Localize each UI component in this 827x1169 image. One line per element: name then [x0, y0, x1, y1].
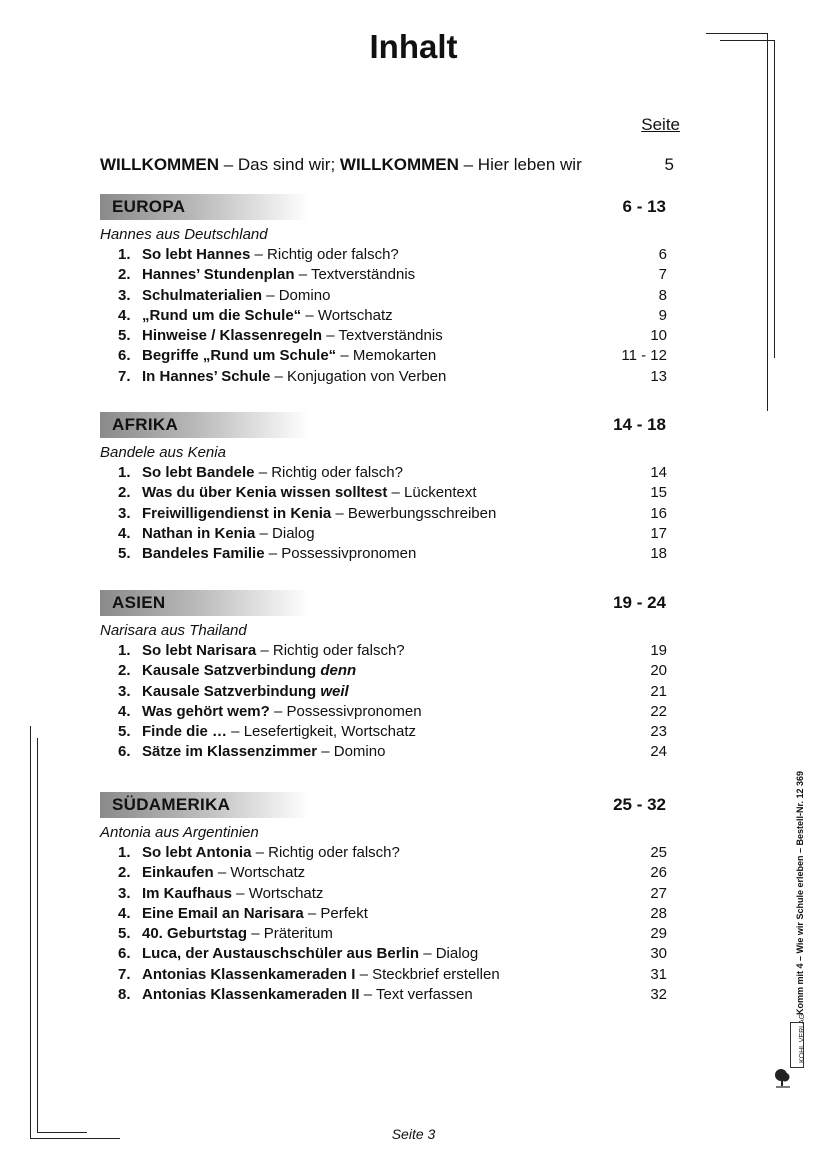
section-afrika [0, 412, 827, 565]
toc-entry [0, 307, 827, 327]
toc-entry-page: 14 [650, 464, 667, 481]
toc-entry-bold-italic: weil [320, 682, 349, 700]
toc-entry-title [142, 246, 399, 263]
toc-entry-number: 5. [118, 545, 131, 563]
frame-top-right-h1 [706, 33, 768, 34]
toc-entry-title [142, 723, 416, 740]
section-name: AFRIKA [112, 415, 179, 434]
welcome-text-2: – Hier leben wir [458, 155, 582, 174]
toc-entry [0, 327, 827, 347]
toc-entry-bold: Nathan in Kenia [142, 524, 256, 542]
toc-entry-number: 4. [118, 524, 131, 542]
toc-entry-page: 25 [650, 844, 667, 861]
toc-entry-number: 1. [118, 464, 131, 481]
toc-entry-page: 23 [650, 723, 667, 741]
toc-entry-bold: Was du über Kenia wissen solltest [142, 484, 388, 502]
toc-entry-bold: In Hannes’ Schule [142, 367, 271, 385]
section-europa [0, 194, 827, 388]
section-page-range: 14 - 18 [613, 415, 666, 434]
toc-entry-title [142, 986, 473, 1003]
toc-entry-bold: So lebt Antonia [142, 844, 252, 861]
toc-entry-title [142, 327, 443, 344]
toc-entry-number: 6. [118, 743, 131, 761]
toc-entry [0, 505, 827, 525]
toc-entry [0, 266, 827, 286]
toc-entry-page: 27 [650, 884, 667, 902]
toc-entry-rest: – Possessivpronomen [264, 545, 417, 563]
toc-entry-number: 8. [118, 986, 131, 1004]
toc-entry-bold: Bandeles Familie [142, 545, 265, 563]
toc-entry-number: 3. [118, 504, 131, 522]
section-asien [0, 590, 827, 764]
section-header [0, 412, 827, 438]
toc-entry-number: 1. [118, 246, 131, 263]
welcome-page: 5 [664, 155, 674, 174]
toc-entry-title [142, 307, 393, 324]
page-title: Inhalt [369, 28, 458, 65]
toc-entry [0, 945, 827, 965]
toc-entry-title [142, 642, 405, 659]
toc-entry-title [142, 683, 349, 700]
toc-entry-title [142, 484, 477, 501]
toc-entry-number: 5. [118, 925, 131, 943]
toc-entry-page: 21 [650, 682, 667, 700]
welcome-text-1: – Das sind wir; [218, 155, 340, 174]
toc-entry-title [142, 347, 436, 364]
toc-entry [0, 545, 827, 565]
section-subtitle: Hannes aus Deutschland [100, 226, 268, 243]
toc-entry-bold: Eine Email an Narisara [142, 904, 304, 922]
toc-entry-page: 32 [650, 986, 667, 1004]
frame-top-right-h2 [720, 40, 774, 41]
welcome-entry [100, 155, 674, 175]
toc-entry [0, 844, 827, 864]
toc-entry-page: 28 [650, 904, 667, 922]
toc-entry [0, 683, 827, 703]
toc-entry-title [142, 368, 446, 385]
toc-entry-number: 4. [118, 702, 131, 720]
toc-entry-bold: Finde die … [142, 723, 228, 741]
toc-entry-number: 7. [118, 965, 131, 983]
toc-entry [0, 368, 827, 388]
toc-entry-bold: Luca, der Austauschschüler aus Berlin [142, 945, 420, 963]
toc-entry [0, 287, 827, 307]
toc-entry-page: 16 [650, 504, 667, 522]
toc-entry [0, 925, 827, 945]
toc-entry-page: 13 [650, 367, 667, 385]
toc-entry-title [142, 545, 416, 562]
toc-entry [0, 905, 827, 925]
page-column-header: Seite [641, 115, 680, 134]
toc-entry-bold: Was gehört wem? [142, 702, 270, 720]
toc-entry-page: 17 [650, 524, 667, 542]
toc-entry-page: 8 [658, 286, 667, 304]
toc-entry-rest: – Wortschatz [213, 864, 306, 882]
toc-entry-rest: – Textverständnis [294, 266, 416, 284]
toc-entry-number: 3. [118, 286, 131, 304]
toc-entry-rest: – Textverständnis [322, 327, 443, 345]
toc-entry-rest: – Richtig oder falsch? [251, 844, 400, 861]
toc-entry-number: 3. [118, 682, 131, 700]
toc-entry-rest: – Domino [317, 743, 386, 761]
toc-entry-rest: – Lückentext [387, 484, 477, 502]
toc-entry-rest: – Wortschatz [301, 306, 393, 324]
toc-entry-title [142, 287, 330, 304]
toc-entry-number: 2. [118, 484, 131, 502]
toc-entry-title [142, 464, 403, 481]
toc-entry-bold: Kausale Satzverbindung [142, 662, 321, 680]
toc-entry-bold: So lebt Narisara [142, 642, 257, 659]
toc-entry [0, 723, 827, 743]
section-name: EUROPA [112, 197, 186, 216]
welcome-bold-2: WILLKOMMEN [339, 155, 459, 174]
section-name: ASIEN [112, 593, 166, 612]
toc-entry-page: 18 [650, 545, 667, 563]
toc-entry-number: 4. [118, 306, 131, 324]
section-header [0, 792, 827, 818]
welcome-label [100, 155, 582, 175]
toc-entry [0, 986, 827, 1006]
section-page-range: 6 - 13 [622, 197, 666, 216]
section-subtitle: Bandele aus Kenia [100, 444, 226, 461]
toc-entry-title [142, 743, 385, 760]
toc-entry-page: 24 [650, 743, 667, 761]
toc-entry-page: 10 [650, 327, 667, 345]
toc-entry [0, 464, 827, 484]
toc-entry-page: 11 - 12 [621, 347, 667, 365]
toc-entry [0, 642, 827, 662]
toc-entry-rest: – Richtig oder falsch? [250, 246, 399, 263]
toc-entry [0, 484, 827, 504]
toc-entry-rest: – Wortschatz [232, 884, 324, 902]
section-page-range: 25 - 32 [613, 795, 666, 814]
toc-entry-page: 20 [650, 662, 667, 680]
tree-logo-icon [772, 1067, 792, 1089]
toc-entry-rest: – Konjugation von Verben [270, 367, 447, 385]
toc-entry-number: 2. [118, 864, 131, 882]
toc-entry-bold: Begriffe „Rund um Schule“ [142, 347, 337, 365]
toc-entry-title [142, 925, 333, 942]
toc-entry-rest: – Possessivpronomen [269, 702, 422, 720]
section-subtitle: Narisara aus Thailand [100, 622, 247, 639]
toc-entry-rest: – Memokarten [336, 347, 437, 365]
toc-entry-rest: – Text verfassen [359, 986, 473, 1004]
toc-entry-bold: Kausale Satzverbindung [142, 682, 321, 700]
page-footer: Seite 3 [391, 1126, 436, 1142]
toc-entry [0, 246, 827, 266]
toc-entry-number: 7. [118, 367, 131, 385]
toc-entry-title [142, 266, 415, 283]
toc-entry-rest: – Richtig oder falsch? [254, 464, 403, 481]
toc-entry [0, 347, 827, 367]
toc-entry-bold: Antonias Klassenkameraden II [142, 986, 360, 1004]
toc-entry-number: 1. [118, 642, 131, 659]
toc-entry-number: 2. [118, 662, 131, 680]
toc-entry-rest: – Dialog [419, 945, 479, 963]
toc-entry-title [142, 966, 500, 983]
toc-entry-rest: – Bewerbungsschreiben [331, 504, 497, 522]
section-header [0, 194, 827, 220]
toc-entry-rest: – Steckbrief erstellen [355, 965, 500, 983]
toc-entry-rest: – Dialog [255, 524, 315, 542]
welcome-bold-1: WILLKOMMEN [100, 155, 219, 174]
toc-entry-page: 31 [650, 965, 667, 983]
toc-entry-number: 2. [118, 266, 131, 284]
toc-entry-bold-italic: denn [320, 662, 357, 680]
toc-entry-bold: Freiwilligendienst in Kenia [142, 504, 332, 522]
toc-entry-rest: – Domino [262, 286, 331, 304]
toc-entry-rest: – Lesefertigkeit, Wortschatz [227, 723, 416, 741]
toc-entry-number: 5. [118, 723, 131, 741]
toc-entry-page: 7 [658, 266, 667, 284]
toc-entry-title [142, 905, 368, 922]
toc-entry-number: 1. [118, 844, 131, 861]
toc-entry-title [142, 525, 315, 542]
toc-entry-rest: – Präteritum [247, 925, 333, 943]
toc-entry-title [142, 885, 323, 902]
publisher-logo-text: KOHL VERLAG [799, 1013, 806, 1063]
toc-entry [0, 885, 827, 905]
toc-entry-page: 26 [650, 864, 667, 882]
toc-entry-page: 22 [650, 702, 667, 720]
side-order-info: Komm mit 4 – Wie wir Schule erleben – Bestell-Nr. 12 369 [795, 770, 805, 1015]
toc-entry-number: 6. [118, 945, 131, 963]
toc-entry-title [142, 505, 496, 522]
toc-entry [0, 966, 827, 986]
toc-entry-page: 19 [650, 642, 667, 659]
toc-entry [0, 525, 827, 545]
toc-entry-title [142, 662, 356, 679]
toc-entry-rest: – Richtig oder falsch? [256, 642, 405, 659]
toc-entry-bold: 40. Geburtstag [142, 925, 248, 943]
toc-entry [0, 864, 827, 884]
section-page-range: 19 - 24 [613, 593, 666, 612]
section-subtitle: Antonia aus Argentinien [100, 824, 259, 841]
toc-entry-bold: Sätze im Klassenzimmer [142, 743, 318, 761]
toc-entry-bold: Schulmaterialien [142, 286, 263, 304]
toc-entry-title [142, 864, 305, 881]
toc-entry-number: 6. [118, 347, 131, 365]
toc-entry-title [142, 703, 422, 720]
toc-entry-page: 15 [650, 484, 667, 502]
toc-entry-bold: „Rund um die Schule“ [142, 306, 302, 324]
toc-entry-bold: Hannes’ Stundenplan [142, 266, 295, 284]
toc-entry-page: 6 [658, 246, 667, 263]
toc-entry [0, 743, 827, 763]
section-suedamerika [0, 792, 827, 1006]
toc-entry-number: 4. [118, 904, 131, 922]
toc-entry-rest: – Perfekt [303, 904, 368, 922]
toc-entry [0, 703, 827, 723]
toc-entry-number: 5. [118, 327, 131, 345]
toc-entry [0, 662, 827, 682]
section-name: SÜDAMERIKA [112, 795, 231, 814]
section-header [0, 590, 827, 616]
toc-entry-page: 9 [658, 306, 667, 324]
toc-entry-page: 30 [650, 945, 667, 963]
toc-entry-bold: Einkaufen [142, 864, 214, 882]
toc-entry-bold: So lebt Hannes [142, 246, 251, 263]
toc-entry-bold: Antonias Klassenkameraden I [142, 965, 356, 983]
toc-entry-bold: So lebt Bandele [142, 464, 255, 481]
toc-entry-bold: Im Kaufhaus [142, 884, 233, 902]
toc-entry-bold: Hinweise / Klassenregeln [142, 327, 323, 345]
toc-entry-title [142, 945, 478, 962]
toc-entry-title [142, 844, 400, 861]
toc-entry-page: 29 [650, 925, 667, 943]
toc-entry-number: 3. [118, 884, 131, 902]
